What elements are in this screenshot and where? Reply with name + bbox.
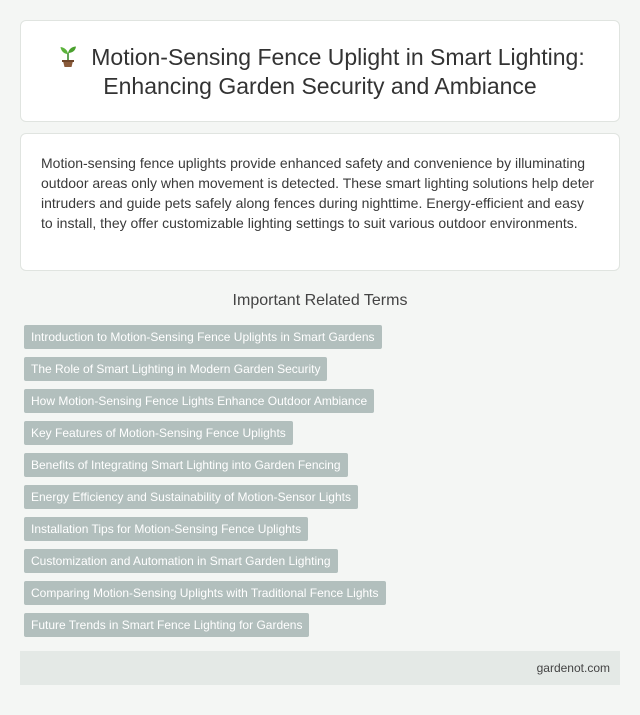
footer: [20, 651, 620, 685]
related-term-link[interactable]: Key Features of Motion-Sensing Fence Uplights: [24, 421, 293, 445]
sprout-icon: [55, 42, 81, 68]
page-title: [39, 42, 601, 101]
footer-site-name: gardenot.com: [536, 661, 610, 675]
related-term-link[interactable]: Introduction to Motion-Sensing Fence Uplights in Smart Gardens: [24, 325, 382, 349]
related-term-link[interactable]: Future Trends in Smart Fence Lighting for Gardens: [24, 613, 309, 637]
intro-text: Motion-sensing fence uplights provide enhanced safety and convenience by illuminating outdoor areas only when movement is detected. These smart lighting solutions help deter intruders and guide pets safely along fences during nighttime. Energy-efficient and easy to install, they offer customizable lighting settings to suit various outdoor environments.: [41, 155, 595, 231]
related-terms-list: [24, 325, 616, 645]
related-term-link[interactable]: Benefits of Integrating Smart Lighting into Garden Fencing: [24, 453, 348, 477]
related-term-link[interactable]: Customization and Automation in Smart Garden Lighting: [24, 549, 338, 573]
page-title-text: Motion-Sensing Fence Uplight in Smart Lighting: Enhancing Garden Security and Ambiance: [91, 43, 585, 99]
related-term-link[interactable]: Energy Efficiency and Sustainability of Motion-Sensor Lights: [24, 485, 358, 509]
related-term-link[interactable]: The Role of Smart Lighting in Modern Garden Security: [24, 357, 327, 381]
related-term-link[interactable]: Comparing Motion-Sensing Uplights with Traditional Fence Lights: [24, 581, 386, 605]
related-term-link[interactable]: How Motion-Sensing Fence Lights Enhance Outdoor Ambiance: [24, 389, 374, 413]
intro-card: [20, 133, 620, 271]
related-terms-title: Important Related Terms: [232, 292, 408, 309]
header-card: [20, 20, 620, 122]
related-term-link[interactable]: Installation Tips for Motion-Sensing Fence Uplights: [24, 517, 308, 541]
